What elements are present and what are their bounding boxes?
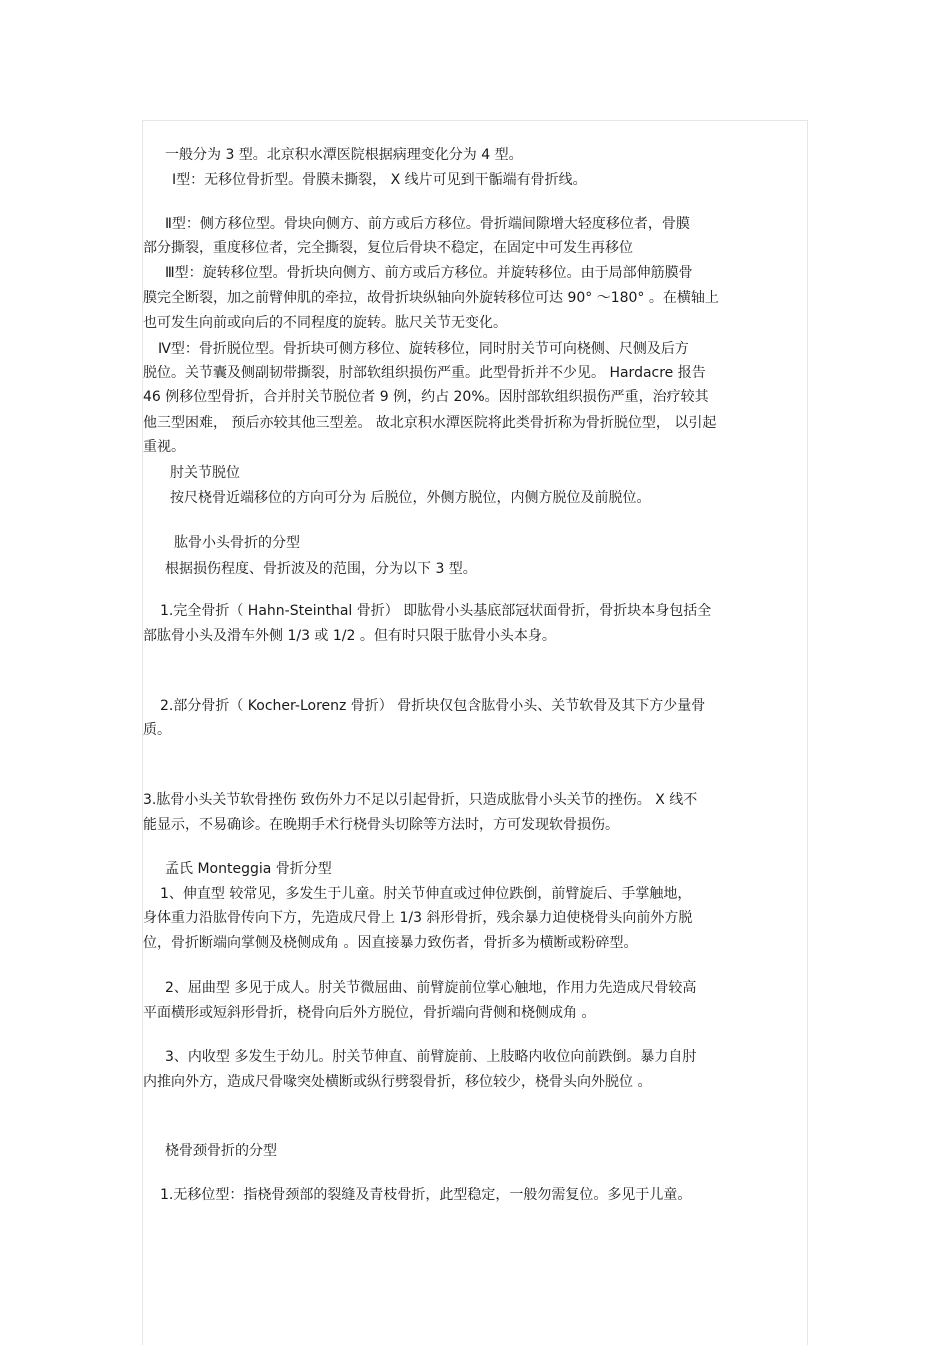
text-line: 质。	[143, 722, 171, 738]
section-heading: 孟氏 Monteggia 骨折分型	[165, 861, 332, 877]
text-line: 1、伸直型 较常见，多发生于儿童。肘关节伸直或过伸位跌倒，前臂旋后、手掌触地，	[160, 886, 692, 902]
text-line: 2、屈曲型 多见于成人。肘关节微屈曲、前臂旋前位掌心触地，作用力先造成尺骨较高	[165, 980, 697, 996]
text-line: 也可发生向前或向后的不同程度的旋转。肱尺关节无变化。	[143, 315, 507, 331]
text-line: 平面横形或短斜形骨折，桡骨向后外方脱位，骨折端向背侧和桡侧成角 。	[143, 1005, 596, 1021]
section-heading: 肱骨小头骨折的分型	[174, 535, 300, 551]
text-line: 按尺桡骨近端移位的方向可分为 后脱位，外侧方脱位，内侧方脱位及前脱位。	[170, 490, 651, 506]
text-line: 膜完全断裂，加之前臂伸肌的牵拉，故骨折块纵轴向外旋转移位可达 90° ～180° 。在横轴上	[143, 290, 719, 306]
text-line: 2.部分骨折（ Kocher-Lorenz 骨折） 骨折块仅包含肱骨小头、关节软骨及其下方少量骨	[160, 698, 706, 714]
text-line: 一般分为 3 型。北京积水潭医院根据病理变化分为 4 型。	[165, 147, 523, 163]
section-heading: 桡骨颈骨折的分型	[165, 1143, 277, 1159]
text-line: 脱位。关节囊及侧副韧带撕裂，肘部软组织损伤严重。此型骨折并不少见。 Hardacre 报告	[143, 365, 706, 381]
section-heading: 肘关节脱位	[170, 465, 240, 481]
text-line: 内推向外方，造成尺骨喙突处横断或纵行劈裂骨折，移位较少，桡骨头向外脱位 。	[143, 1074, 652, 1090]
text-line: 重视。	[143, 439, 185, 455]
text-line: 46 例移位型骨折，合并肘关节脱位者 9 例，约占 20%。因肘部软组织损伤严重，治疗较其	[143, 389, 709, 405]
text-line: Ⅳ型：骨折脱位型。骨折块可侧方移位、旋转移位，同时肘关节可向桡侧、尺侧及后方	[158, 341, 689, 357]
text-line: 部分撕裂，重度移位者，完全撕裂，复位后骨块不稳定，在固定中可发生再移位	[143, 240, 633, 256]
text-line: Ⅲ型：旋转移位型。骨折块向侧方、前方或后方移位。并旋转移位。由于局部伸筋膜骨	[165, 265, 693, 281]
text-line: 他三型困难， 预后亦较其他三型差。 故北京积水潭医院将此类骨折称为骨折脱位型， 以引起	[143, 415, 717, 431]
text-line: 1.完全骨折（ Hahn-Steinthal 骨折） 即肱骨小头基底部冠状面骨折，骨折块本身包括全	[160, 603, 712, 619]
text-line: 身体重力沿肱骨传向下方，先造成尺骨上 1/3 斜形骨折，残余暴力迫使桡骨头向前外方脱	[143, 910, 693, 926]
text-line: 位，骨折断端向掌侧及桡侧成角 。因直接暴力致伤者，骨折多为横断或粉碎型。	[143, 935, 638, 951]
text-line: 3.肱骨小头关节软骨挫伤 致伤外力不足以引起骨折，只造成肱骨小头关节的挫伤。 X 线不	[143, 792, 698, 808]
text-line: 根据损伤程度、骨折波及的范围，分为以下 3 型。	[165, 561, 477, 577]
text-line: 能显示，不易确诊。在晚期手术行桡骨头切除等方法时，方可发现软骨损伤。	[143, 817, 619, 833]
text-line: 部肱骨小头及滑车外侧 1/3 或 1/2 。但有时只限于肱骨小头本身。	[143, 628, 556, 644]
text-line: Ⅰ型：无移位骨折型。骨膜未撕裂， X 线片可见到干骺端有骨折线。	[172, 172, 587, 188]
text-line: 3、内收型 多发生于幼儿。肘关节伸直、前臂旋前、上肢略内收位向前跌倒。暴力自肘	[165, 1049, 697, 1065]
text-line: 1.无移位型：指桡骨颈部的裂缝及青枝骨折，此型稳定，一般勿需复位。多见于儿童。	[160, 1187, 692, 1203]
text-line: Ⅱ型：侧方移位型。骨块向侧方、前方或后方移位。骨折端间隙增大轻度移位者，骨膜	[165, 216, 690, 232]
